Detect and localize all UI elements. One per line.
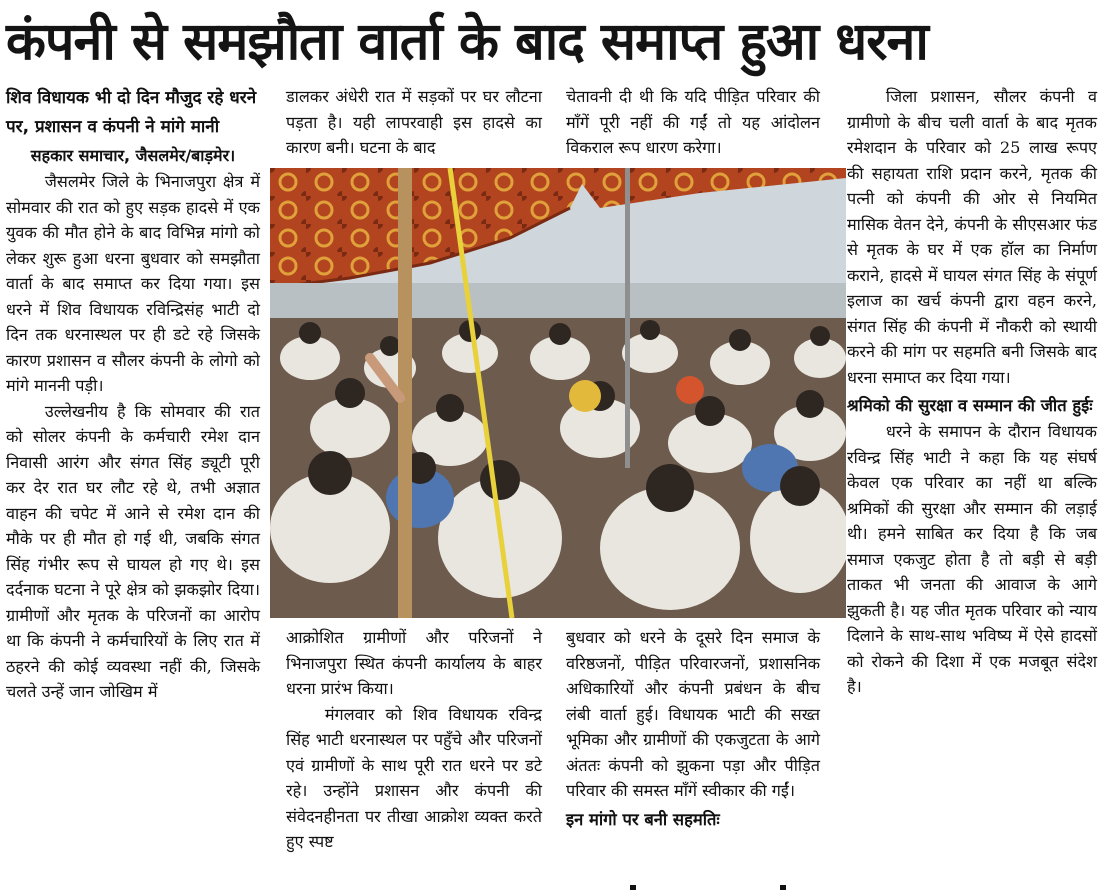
tent-pole-right <box>625 168 630 468</box>
col2-bottom-paragraph-2: मंगलवार को शिव विधायक रविन्द्र सिंह भाटी धरनास्थल पर पहुँचे और परिजनों एवं ग्रामीणों के साथ पूरी रात धरने पर डटे रहे। उन्होंने प्रशासन और कंपनी की संवेदनहीनता पर तीखा आक्रोश व्यक्त करते हुए स्पष्ट <box>286 704 542 851</box>
column-4 <box>847 84 1097 700</box>
col2-bottom-paragraph-1: आक्रोशित ग्रामीणों और परिजनों ने भिनाजपुरा स्थित कंपनी कार्यालय के बाहर धरना प्रारंभ किया। <box>286 628 542 698</box>
column-1 <box>6 84 260 705</box>
column-2-bottom <box>286 625 542 855</box>
col3-top-text: चेतावनी दी थी कि यदि पीड़ित परिवार की माँगें पूरी नहीं की गईं तो यह आंदोलन विकराल रूप धारण करेगा। <box>566 87 820 157</box>
col4-crosshead: श्रमिको की सुरक्षा व सम्मान की जीत हुईः <box>847 396 1093 415</box>
subheadline: शिव विधायक भी दो दिन मौजुद रहे धरने पर, प्रशासन व कंपनी ने मांगे मानी <box>6 88 257 137</box>
turban <box>569 380 601 412</box>
cut-off-glyphs <box>600 877 820 890</box>
col4-paragraph-1: जिला प्रशासन, सौलर कंपनी व ग्रामीणो के बीच चली वार्ता के बाद मृतक रमेशदान के परिवार को 25 लाख रूपए की सहायता राशि प्रदान करने, मृतक की पत्नी को कंपनी की ओर से नियमित मासिक वेतन देने, कंपनी के सीएसआर फंड से मृतक के घर में एक हॉल का निर्माण कराने, हादसे में घायल संगत सिंह के संपूर्ण इलाज का खर्च कंपनी द्वारा वहन करने, संगत सिंह की कंपनी में नौकरी को स्थायी करने की मांग पर सहमति बनी जिसके बाद धरना समाप्त कर दिया गया। <box>847 87 1097 387</box>
column-3-bottom <box>566 625 820 833</box>
byline: सहकार समाचार, जैसलमेर/बाड़मेर। <box>30 146 236 165</box>
col2-top-text: डालकर अंधेरी रात में सड़कों पर घर लौटना पड़ता है। यही लापरवाही इस हादसे का कारण बनी। घटना के बाद <box>286 87 542 157</box>
col4-paragraph-2: धरने के समापन के दौरान विधायक रविन्द्र सिंह भाटी ने कहा कि यह संघर्ष केवल एक परिवार का नहीं था बल्कि श्रमिकों की सुरक्षा और सम्मान की लड़ाई थी। हमने साबित कर दिया है कि जब समाज एकजुट होता है तो बड़ी से बड़ी ताकत भी जनता की आवाज के आगे झुकती है। यह जीत मृतक परिवार को न्याय दिलाने के साथ-साथ भविष्य में ऐसे हादसों को रोकने की दिशा में एक मजबूत संदेश है। <box>847 422 1097 696</box>
crowd-illustration <box>270 168 846 618</box>
col1-paragraph-1: जैसलमेर जिले के भिनाजपुरा क्षेत्र में सोमवार की रात को हुए सड़क हादसे में एक युवक की मौत होने के बाद विभिन्न मांगो को लेकर शुरू हुआ धरना बुधवार को समझौता वार्ता के बाद समाप्त कर दिया गया। इस धरने में शिव विधायक रविन्द्रिसंह भाटी दो दिन तक धरनास्थल पर ही डटे रहे जिसके कारण प्रशासन व सौलर कंपनी के लोगो को मांगे माननी पड़ी। <box>6 172 260 395</box>
col1-paragraph-2: उल्लेखनीय है कि सोमवार की रात को सोलर कंपनी के कर्मचारी रमेश दान निवासी आरंग और संगत सिंह ड्यूटी पूरी कर देर रात घर लौट रहे थे, तभी अज्ञात वाहन की चपेट में आने से रमेश दान की मौके पर ही मौत हो गई थी, जबकि संगत सिंह गंभीर रूप से घायल हो गए थे। इस दर्दनाक घटना ने पूरे क्षेत्र को झकझोर दिया। ग्रामीणों और मृतक के परिजनों का आरोप था कि कंपनी ने कर्मचारियों के लिए रात में ठहरने की कोई व्यवस्था नहीं की, जिसके चलते उन्हें जान जोखिम में <box>6 401 260 701</box>
col3-bottom-paragraph-1: बुधवार को धरने के दूसरे दिन समाज के वरिष्ठजनों, पीड़ित परिवारजनों, प्रशासनिक अधिकारियों और कंपनी प्रबंधन के बीच लंबी वार्ता हुई। विधायक भाटी की सख्त भूमिका और ग्रामीणों की एकजुटता के आगे अंततः कंपनी को झुकना पड़ा और पीड़ित परिवार की समस्त माँगें स्वीकार की गईं। <box>566 628 820 800</box>
cut-off-text-fragment <box>600 876 820 890</box>
column-2-top <box>286 84 542 161</box>
col3-crosshead: इन मांगो पर बनी सहमतिः <box>566 809 720 829</box>
news-photo <box>270 168 846 618</box>
turban-red <box>676 376 704 404</box>
headline: कंपनी से समझौता वार्ता के बाद समाप्त हुआ धरना <box>6 12 928 72</box>
column-3-top <box>566 84 820 161</box>
